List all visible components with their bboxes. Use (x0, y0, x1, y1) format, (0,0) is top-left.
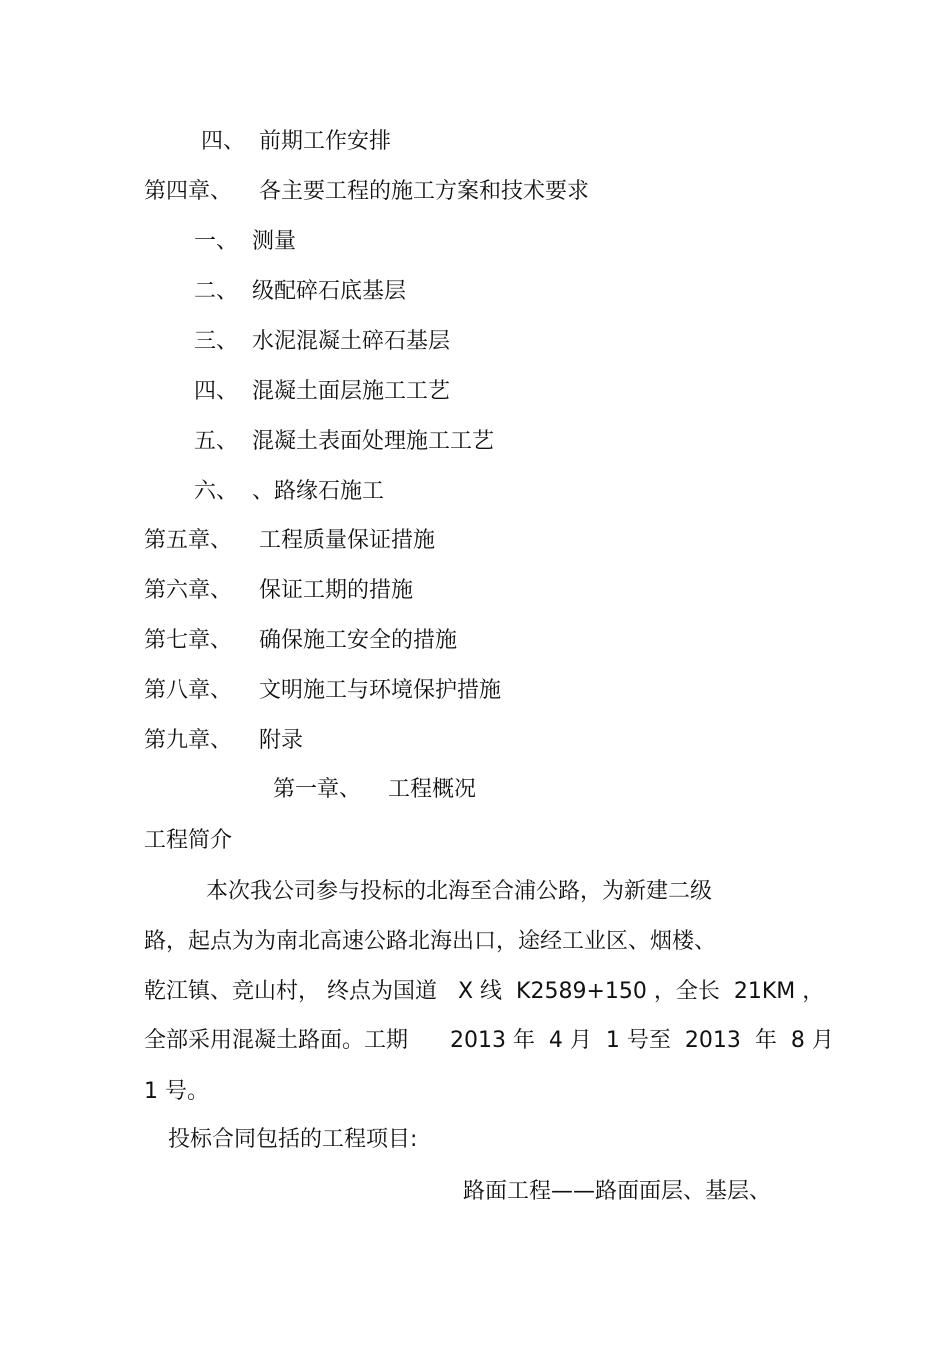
toc-item-number: 六、 (194, 479, 239, 504)
toc-chapter-number: 第四章、 (144, 179, 233, 204)
toc-chapter-6 (144, 577, 413, 605)
toc-chapter-title: 各主要工程的施工方案和技术要求 (259, 179, 590, 204)
toc-chapter-number: 第八章、 (144, 678, 233, 703)
toc-item-number: 三、 (194, 329, 239, 354)
toc-chapter-title: 确保施工安全的措施 (259, 628, 458, 653)
toc-item-ch4-5 (194, 428, 494, 456)
toc-item-title: 前期工作安排 (259, 129, 392, 154)
chapter-heading (273, 776, 476, 804)
toc-chapter-number: 第五章、 (144, 528, 233, 553)
contract-intro: 投标合同包括的工程项目: (168, 1127, 418, 1152)
toc-item-ch4-4 (194, 378, 450, 406)
chapter-heading-title: 工程概况 (388, 777, 477, 802)
toc-chapter-number: 第九章、 (144, 728, 233, 753)
paragraph-line-3: 乾江镇、竞山村， 终点为国道 X 线 K2589+150 ，全长 21KM ， (144, 979, 825, 1004)
toc-item-number: 四、 (194, 379, 239, 404)
paragraph-line-1: 本次我公司参与投标的北海至合浦公路，为新建二级 (206, 879, 713, 904)
toc-chapter-title: 文明施工与环境保护措施 (259, 678, 502, 703)
paragraph-line-2: 路，起点为为南北高速公路北海出口，途经工业区、烟楼、 (144, 929, 717, 954)
toc-item-title: 、路缘石施工 (252, 479, 385, 504)
toc-item-number: 二、 (194, 279, 239, 304)
toc-item-ch4-6 (194, 478, 384, 506)
toc-item-ch4-1 (194, 228, 296, 256)
toc-chapter-number: 第六章、 (144, 578, 233, 603)
contract-item: 路面工程——路面面层、基层、 (463, 1179, 772, 1204)
toc-chapter-title: 保证工期的措施 (259, 578, 414, 603)
chapter-heading-number: 第一章、 (273, 777, 362, 802)
paragraph-line-5: 1 号。 (144, 1079, 209, 1104)
toc-item-number: 一、 (194, 229, 239, 254)
toc-item-number: 四、 (201, 129, 246, 154)
toc-item-ch4-3 (194, 328, 450, 356)
toc-item-title: 水泥混凝土碎石基层 (252, 329, 451, 354)
toc-item-title: 混凝土表面处理施工工艺 (252, 429, 495, 454)
toc-item-number: 五、 (194, 429, 239, 454)
toc-chapter-7 (144, 627, 457, 655)
toc-item-title: 级配碎石底基层 (252, 279, 407, 304)
toc-chapter-title: 工程质量保证措施 (259, 528, 436, 553)
toc-item-ch3-4 (201, 128, 391, 156)
toc-item-title: 测量 (252, 229, 297, 254)
toc-chapter-title: 附录 (259, 728, 304, 753)
paragraph-line-4: 全部采用混凝土路面。工期 2013 年 4 月 1 号至 2013 年 8 月 (144, 1028, 834, 1053)
toc-chapter-5 (144, 527, 435, 555)
section-title: 工程简介 (144, 828, 233, 853)
toc-item-ch4-2 (194, 278, 406, 306)
toc-chapter-8 (144, 677, 501, 705)
toc-chapter-9 (144, 727, 303, 755)
toc-chapter-number: 第七章、 (144, 628, 233, 653)
toc-chapter-4 (144, 178, 589, 206)
toc-item-title: 混凝土面层施工工艺 (252, 379, 451, 404)
